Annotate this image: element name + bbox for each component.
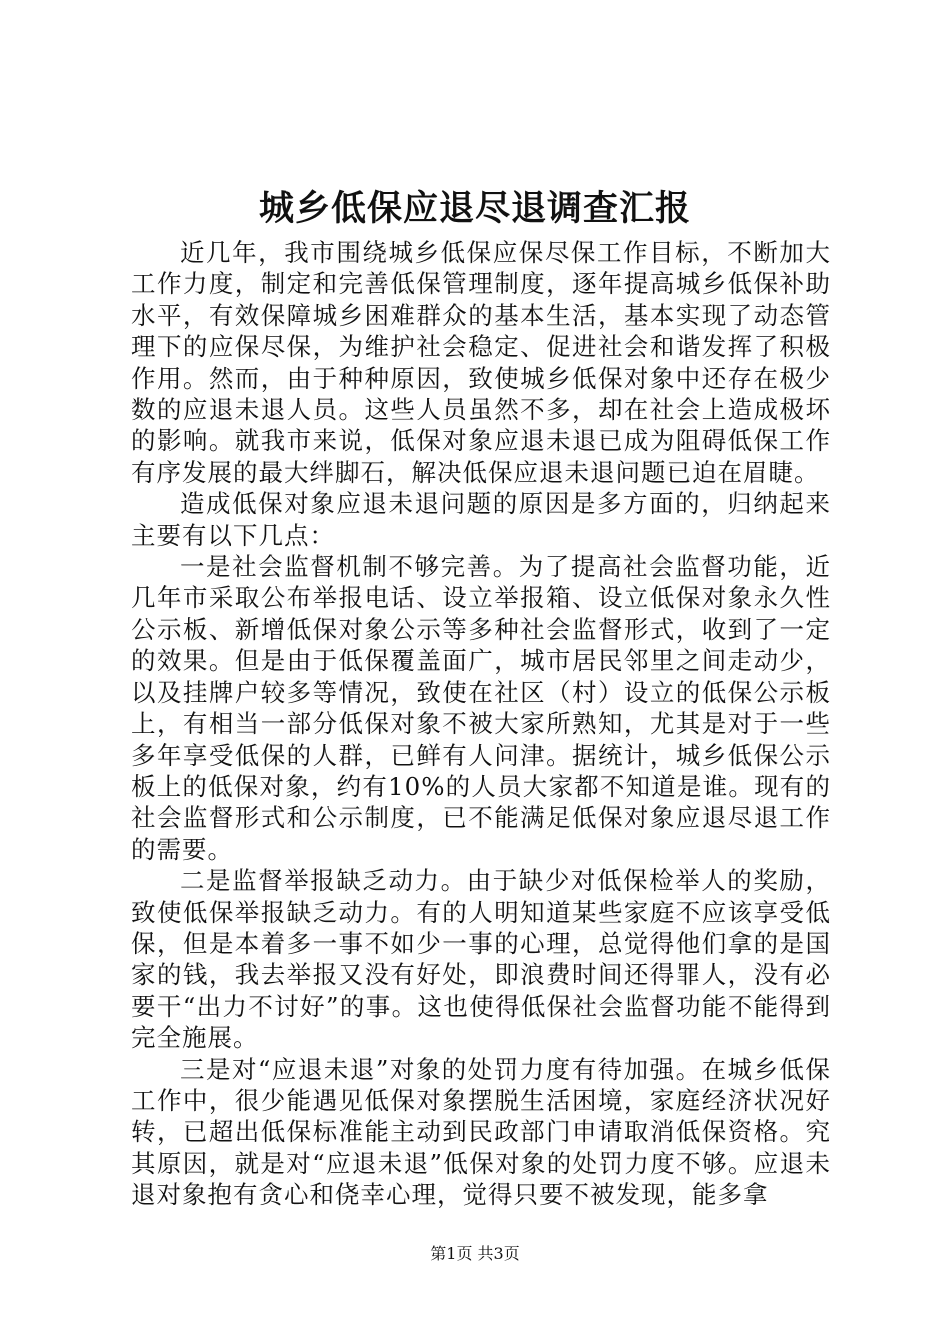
paragraph-cause-one: 一是社会监督机制不够完善。为了提高社会监督功能，近几年市采取公布举报电话、设立举报箱、设立低保对象永久性公示板、新增低保对象公示等多种社会监督形式，收到了一定的效果。但是由于低保覆盖面广，城市居民邻里之间走动少，以及挂牌户较多等情况，致使在社区（村）设立的低保公示板上，有相当一部分低保对象不被大家所熟知，尤其是对于一些多年享受低保的人群，已鲜有人问津。据统计，城乡低保公示板上的低保对象，约有10%的人员大家都不知道是谁。现有的社会监督形式和公示制度，已不能满足低保对象应退尽退工作的需要。 xyxy=(131,552,831,864)
page-number-footer: 第1页 共3页 xyxy=(430,1244,520,1263)
paragraph-cause-three: 三是对“应退未退”对象的处罚力度有待加强。在城乡低保工作中，很少能遇见低保对象摆脱生活困境，家庭经济状况好转，已超出低保标准能主动到民政部门申请取消低保资格。究其原因，就是对“应退未退”低保对象的处罚力度不够。应退未退对象抱有贪心和侥幸心理，觉得只要不被发现，能多拿 xyxy=(131,1054,831,1210)
paragraph-intro: 近几年，我市围绕城乡低保应保尽保工作目标，不断加大工作力度，制定和完善低保管理制度，逐年提高城乡低保补助水平，有效保障城乡困难群众的基本生活，基本实现了动态管理下的应保尽保，为维护社会稳定、促进社会和谐发挥了积极作用。然而，由于种种原因，致使城乡低保对象中还存在极少数的应退未退人员。这些人员虽然不多，却在社会上造成极坏的影响。就我市来说，低保对象应退未退已成为阻碍低保工作有序发展的最大绊脚石，解决低保应退未退问题已迫在眉睫。 xyxy=(131,238,831,487)
paragraph-cause-two: 二是监督举报缺乏动力。由于缺少对低保检举人的奖励，致使低保举报缺乏动力。有的人明知道某些家庭不应该享受低保，但是本着多一事不如少一事的心理，总觉得他们拿的是国家的钱，我去举报又没有好处，即浪费时间还得罪人，没有必要干“出力不讨好”的事。这也使得低保社会监督功能不能得到完全施展。 xyxy=(131,866,831,1053)
paragraph-causes-summary: 造成低保对象应退未退问题的原因是多方面的，归纳起来主要有以下几点： xyxy=(131,489,831,550)
document-title: 城乡低保应退尽退调查汇报 xyxy=(258,188,691,229)
document-body xyxy=(131,237,831,1211)
